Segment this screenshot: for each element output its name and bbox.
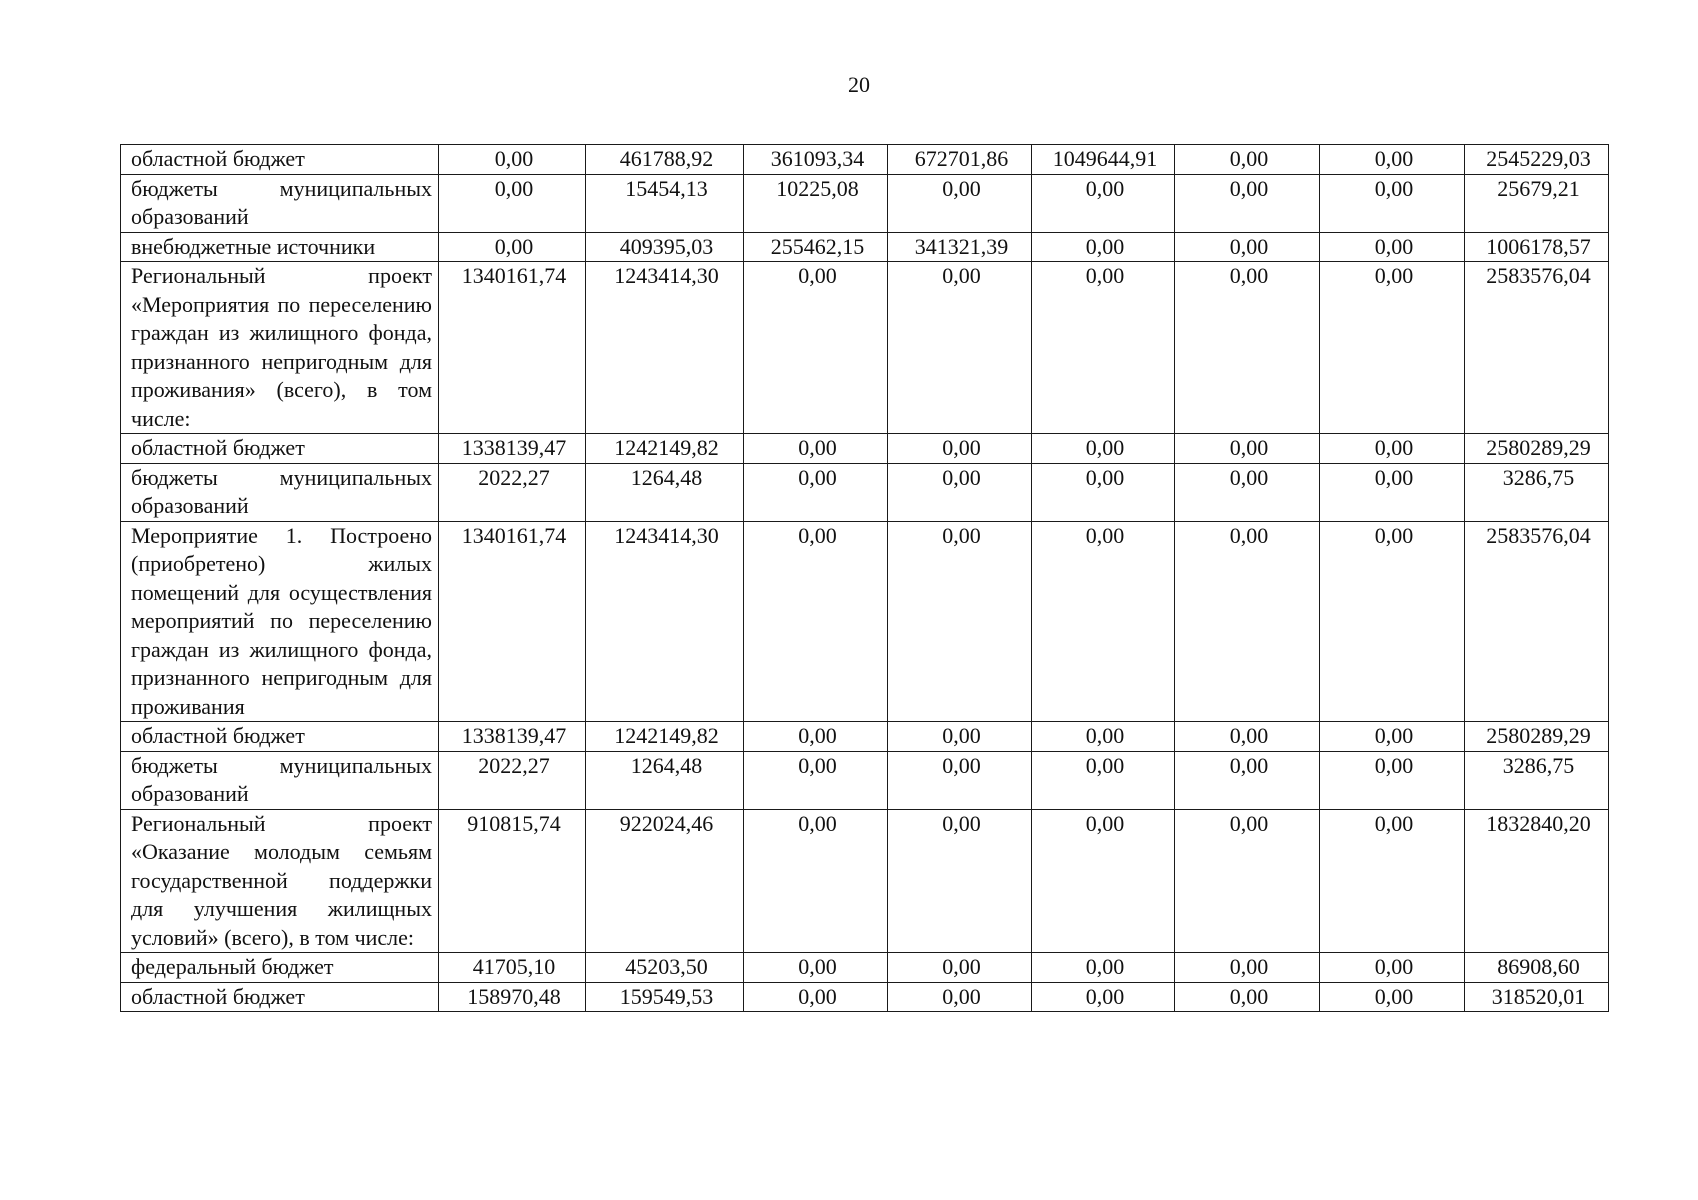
value-cell: 0,00: [1175, 809, 1320, 953]
value-cell: 0,00: [888, 982, 1032, 1012]
value-cell: 0,00: [1175, 232, 1320, 262]
value-cell: 0,00: [888, 434, 1032, 464]
value-cell: 0,00: [744, 463, 888, 521]
value-cell: 0,00: [1320, 174, 1465, 232]
value-cell: 672701,86: [888, 145, 1032, 175]
value-cell: 1264,48: [586, 463, 744, 521]
value-cell: 0,00: [1320, 145, 1465, 175]
value-cell: 1340161,74: [439, 521, 586, 722]
value-cell: 1242149,82: [586, 434, 744, 464]
value-cell: 0,00: [1032, 722, 1175, 752]
row-total-cell: 1832840,20: [1465, 809, 1609, 953]
table-row: [121, 722, 1609, 752]
value-cell: 0,00: [1175, 434, 1320, 464]
row-label: федеральный бюджет: [121, 953, 439, 983]
value-cell: 0,00: [744, 982, 888, 1012]
value-cell: 0,00: [888, 751, 1032, 809]
value-cell: 0,00: [888, 953, 1032, 983]
value-cell: 0,00: [1320, 262, 1465, 434]
value-cell: 409395,03: [586, 232, 744, 262]
row-label: бюджеты муниципальных образований: [121, 174, 439, 232]
row-total-cell: 3286,75: [1465, 751, 1609, 809]
value-cell: 0,00: [744, 809, 888, 953]
table-row: [121, 521, 1609, 722]
value-cell: 0,00: [1175, 463, 1320, 521]
value-cell: 0,00: [1320, 982, 1465, 1012]
row-total-cell: 2545229,03: [1465, 145, 1609, 175]
value-cell: 41705,10: [439, 953, 586, 983]
value-cell: 0,00: [1320, 463, 1465, 521]
table-row: [121, 751, 1609, 809]
value-cell: 1338139,47: [439, 722, 586, 752]
table-row: [121, 262, 1609, 434]
value-cell: 1340161,74: [439, 262, 586, 434]
value-cell: 0,00: [744, 953, 888, 983]
row-total-cell: 318520,01: [1465, 982, 1609, 1012]
value-cell: 0,00: [439, 145, 586, 175]
value-cell: 45203,50: [586, 953, 744, 983]
row-total-cell: 86908,60: [1465, 953, 1609, 983]
value-cell: 1243414,30: [586, 262, 744, 434]
value-cell: 361093,34: [744, 145, 888, 175]
value-cell: 255462,15: [744, 232, 888, 262]
row-label: областной бюджет: [121, 145, 439, 175]
budget-table: [120, 144, 1609, 1012]
value-cell: 0,00: [888, 463, 1032, 521]
value-cell: 0,00: [1032, 751, 1175, 809]
row-total-cell: 3286,75: [1465, 463, 1609, 521]
value-cell: 0,00: [439, 174, 586, 232]
page-number: 20: [848, 72, 870, 97]
value-cell: 0,00: [1032, 463, 1175, 521]
value-cell: 0,00: [1320, 953, 1465, 983]
row-total-cell: 2580289,29: [1465, 722, 1609, 752]
value-cell: 0,00: [1320, 809, 1465, 953]
row-label: Региональный проект «Оказание молодым семьям государственной поддержки для улучшения жилищных условий» (всего), в том числе:: [121, 809, 439, 953]
value-cell: 0,00: [1320, 722, 1465, 752]
value-cell: 0,00: [1175, 953, 1320, 983]
value-cell: 0,00: [1175, 145, 1320, 175]
value-cell: 461788,92: [586, 145, 744, 175]
value-cell: 0,00: [1175, 751, 1320, 809]
value-cell: 1049644,91: [1032, 145, 1175, 175]
row-total-cell: 2583576,04: [1465, 262, 1609, 434]
value-cell: 0,00: [1032, 174, 1175, 232]
row-total-cell: 1006178,57: [1465, 232, 1609, 262]
row-total-cell: 2583576,04: [1465, 521, 1609, 722]
value-cell: 0,00: [1032, 232, 1175, 262]
value-cell: 0,00: [1320, 751, 1465, 809]
value-cell: 0,00: [888, 722, 1032, 752]
row-label: Мероприятие 1. Построено (приобретено) жилых помещений для осуществления мероприятий по переселению граждан из жилищного фонда, признанного непригодным для проживания: [121, 521, 439, 722]
table-row: [121, 809, 1609, 953]
row-total-cell: 2580289,29: [1465, 434, 1609, 464]
row-label: областной бюджет: [121, 722, 439, 752]
value-cell: 0,00: [439, 232, 586, 262]
value-cell: 0,00: [1175, 982, 1320, 1012]
value-cell: 0,00: [744, 262, 888, 434]
value-cell: 0,00: [1320, 232, 1465, 262]
value-cell: 0,00: [888, 262, 1032, 434]
value-cell: 0,00: [1320, 434, 1465, 464]
row-label: бюджеты муниципальных образований: [121, 751, 439, 809]
table-row: [121, 982, 1609, 1012]
value-cell: 0,00: [1175, 174, 1320, 232]
table-row: [121, 174, 1609, 232]
value-cell: 158970,48: [439, 982, 586, 1012]
value-cell: 1242149,82: [586, 722, 744, 752]
value-cell: 0,00: [888, 809, 1032, 953]
value-cell: 0,00: [1175, 262, 1320, 434]
table-row: [121, 463, 1609, 521]
value-cell: 0,00: [1032, 262, 1175, 434]
value-cell: 0,00: [1175, 521, 1320, 722]
table-row: [121, 953, 1609, 983]
value-cell: 1264,48: [586, 751, 744, 809]
value-cell: 0,00: [744, 722, 888, 752]
value-cell: 0,00: [744, 751, 888, 809]
row-label: бюджеты муниципальных образований: [121, 463, 439, 521]
value-cell: 1243414,30: [586, 521, 744, 722]
table-row: [121, 145, 1609, 175]
table-body: [121, 145, 1609, 1012]
table-row: [121, 232, 1609, 262]
value-cell: 0,00: [1320, 521, 1465, 722]
value-cell: 0,00: [744, 434, 888, 464]
value-cell: 159549,53: [586, 982, 744, 1012]
row-total-cell: 25679,21: [1465, 174, 1609, 232]
row-label: областной бюджет: [121, 434, 439, 464]
value-cell: 0,00: [1032, 953, 1175, 983]
value-cell: 0,00: [744, 521, 888, 722]
value-cell: 0,00: [1175, 722, 1320, 752]
value-cell: 0,00: [1032, 982, 1175, 1012]
row-label: внебюджетные источники: [121, 232, 439, 262]
value-cell: 2022,27: [439, 463, 586, 521]
value-cell: 10225,08: [744, 174, 888, 232]
value-cell: 0,00: [1032, 434, 1175, 464]
value-cell: 922024,46: [586, 809, 744, 953]
value-cell: 0,00: [888, 521, 1032, 722]
row-label: Региональный проект «Мероприятия по переселению граждан из жилищного фонда, признанного непригодным для проживания» (всего), в том числе:: [121, 262, 439, 434]
value-cell: 0,00: [1032, 521, 1175, 722]
value-cell: 910815,74: [439, 809, 586, 953]
value-cell: 15454,13: [586, 174, 744, 232]
row-label: областной бюджет: [121, 982, 439, 1012]
value-cell: 0,00: [888, 174, 1032, 232]
table-row: [121, 434, 1609, 464]
value-cell: 2022,27: [439, 751, 586, 809]
value-cell: 0,00: [1032, 809, 1175, 953]
value-cell: 341321,39: [888, 232, 1032, 262]
value-cell: 1338139,47: [439, 434, 586, 464]
